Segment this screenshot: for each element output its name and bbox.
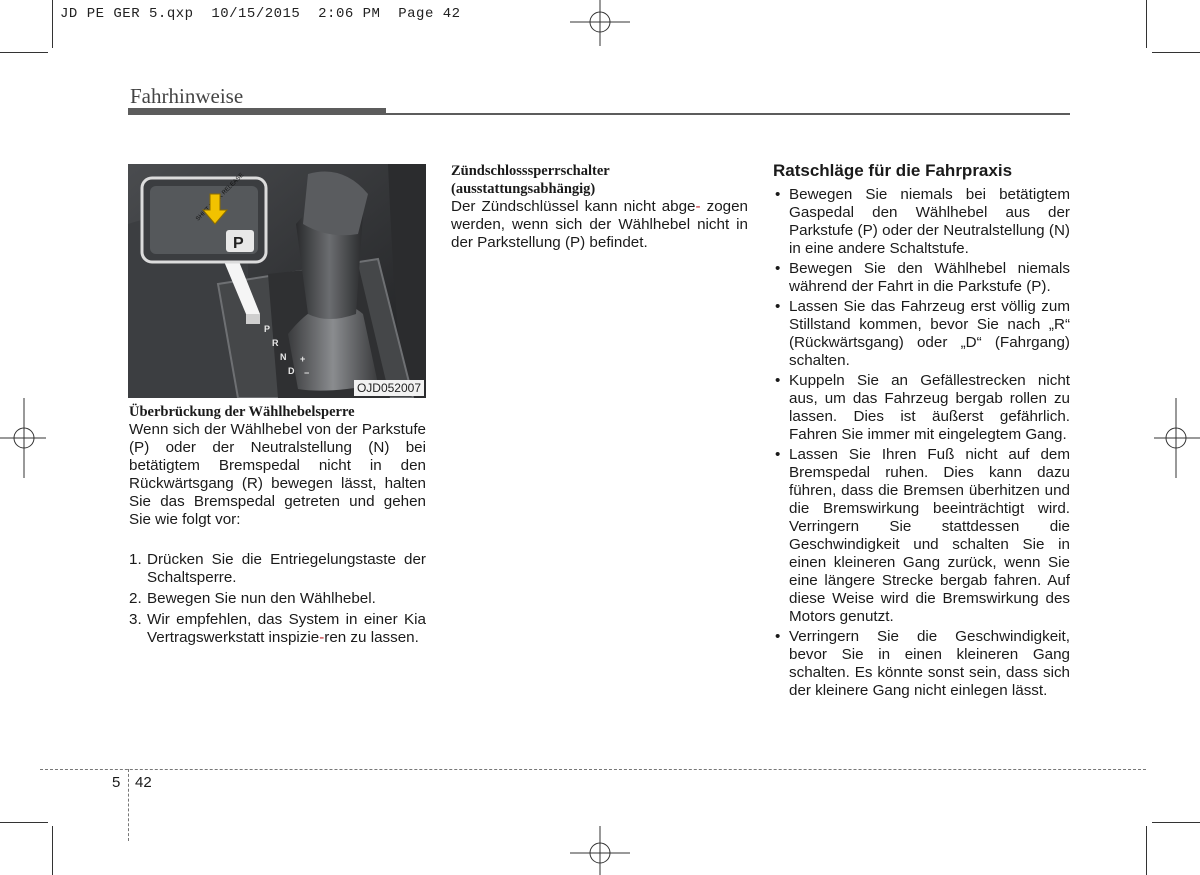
crop-mark-tr-v bbox=[1146, 0, 1147, 48]
step-number: 3. bbox=[129, 611, 142, 628]
procedure-steps bbox=[129, 551, 426, 647]
step-number: 2. bbox=[129, 590, 142, 607]
intro-paragraph: Wenn sich der Wählhebel von der Parkstufe (P) oder der Neutralstellung (N) bei betätigtem Bremspedal nicht in den Rückwärtsgang (R) bewegen lässt, halten Sie das Bremspedal getreten und gehen Sie wie folgt vor: bbox=[129, 421, 426, 528]
list-item: • Lassen Sie Ihren Fuß nicht auf dem Bremspedal ruhen. Dies kann dazu führen, dass die Bremsen überhitzen und die Bremswirkung beeinträchtigt wird. Verringern Sie stattdessen die Geschwindigkeit und schalten Sie in einen kleineren Gang zurück, wenn Sie eine längere Strecke bergab fahren. Auf diese Weise wird die Bremswirkung des Motors genutzt. bbox=[773, 446, 1070, 626]
callout-letter: P bbox=[233, 235, 244, 252]
gear-plus: + bbox=[300, 354, 306, 364]
registration-mark-bottom bbox=[570, 826, 630, 875]
gear-letter-r: R bbox=[272, 338, 279, 348]
registration-mark-right bbox=[1154, 398, 1200, 478]
step-text bbox=[147, 611, 426, 646]
heading-line: Zündschlosssperrschalter bbox=[451, 163, 610, 179]
list-item: • Bewegen Sie den Wählhebel niemals während der Fahrt in die Parkstufe (P). bbox=[773, 260, 1070, 296]
hyphen-mark: - bbox=[319, 629, 325, 646]
chapter-number: 5 bbox=[112, 774, 121, 791]
list-item bbox=[129, 551, 426, 587]
list-item bbox=[129, 611, 426, 647]
crop-mark-br-v bbox=[1146, 826, 1147, 875]
driving-tips-list bbox=[773, 186, 1070, 700]
footer-rule bbox=[40, 769, 1146, 770]
crop-mark-tl-h bbox=[0, 52, 48, 53]
heading-line: (ausstattungsabhängig) bbox=[451, 181, 596, 197]
list-item: • Kuppeln Sie an Gefällestrecken nicht aus, um das Fahrzeug bergab rollen zu lassen. Dies ist äußerst gefährlich. Fahren Sie immer mit eingelegtem Gang. bbox=[773, 372, 1070, 444]
gear-letter-p: P bbox=[264, 324, 271, 334]
section-heading-ignition-lock bbox=[451, 162, 748, 198]
right-column bbox=[773, 162, 1070, 702]
crop-mark-tr-h bbox=[1152, 52, 1200, 53]
hyphen-mark: - bbox=[695, 198, 701, 215]
print-slug: JD PE GER 5.qxp 10/15/2015 2:06 PM Page 42 bbox=[60, 6, 461, 22]
step-number: 1. bbox=[129, 551, 142, 568]
section-title: Fahrhinweise bbox=[130, 84, 244, 108]
paragraph-part: zogen werden, wenn sich der Wählhebel nicht in der Parkstellung (P) befindet. bbox=[451, 198, 748, 251]
list-item bbox=[129, 590, 426, 608]
middle-column bbox=[451, 162, 748, 252]
header-rule-thick bbox=[128, 108, 386, 115]
list-item: • Bewegen Sie niemals bei betätigtem Gaspedal den Wählhebel aus der Parkstufe (P) oder der Neutralstellung (N) in eine andere Schaltstufe. bbox=[773, 186, 1070, 258]
step-text: Bewegen Sie nun den Wählhebel. bbox=[147, 590, 376, 607]
gear-letter-n: N bbox=[280, 352, 287, 362]
step-text-part: Wir empfehlen, das System in einer Kia Vertragswerkstatt inspizie bbox=[147, 611, 426, 646]
section-heading-override: Überbrückung der Wählhebelsperre bbox=[129, 404, 355, 420]
left-column bbox=[129, 403, 426, 650]
gear-shift-figure bbox=[128, 164, 426, 398]
crop-mark-tl-v bbox=[52, 0, 53, 48]
shift-lock-text: SHIFT RELEASE bbox=[195, 172, 246, 223]
gear-shift-illustration bbox=[128, 164, 426, 398]
list-item: • Lassen Sie das Fahrzeug erst völlig zum Stillstand kommen, bevor Sie nach „R“ (Rückwärtsgang) oder „D“ (Fahrgang) schalten. bbox=[773, 298, 1070, 370]
step-text: Drücken Sie die Entriegelungstaste der Schaltsperre. bbox=[147, 551, 426, 586]
ignition-paragraph bbox=[451, 198, 748, 252]
crop-mark-bl-v bbox=[52, 826, 53, 875]
footer-divider bbox=[128, 769, 129, 841]
crop-mark-br-h bbox=[1152, 822, 1200, 823]
section-heading-driving-tips: Ratschläge für die Fahrpraxis bbox=[773, 161, 1013, 180]
header-rule-thin bbox=[386, 113, 1070, 115]
shift-lock-release-slot bbox=[246, 314, 260, 324]
step-text-part: ren zu lassen. bbox=[324, 629, 419, 646]
registration-mark-top bbox=[570, 0, 630, 46]
registration-mark-left bbox=[0, 398, 46, 478]
list-item: • Verringern Sie die Geschwindigkeit, bevor Sie in einen kleineren Gang schalten. Es könnte sonst sein, dass sich der kleinere Gang nicht einlegen lässt. bbox=[773, 628, 1070, 700]
gear-minus: − bbox=[304, 368, 310, 378]
figure-code: OJD052007 bbox=[354, 380, 424, 396]
crop-mark-bl-h bbox=[0, 822, 48, 823]
gear-letter-d: D bbox=[288, 366, 295, 376]
page-number: 42 bbox=[135, 774, 152, 791]
paragraph-part: Der Zündschlüssel kann nicht abge bbox=[451, 198, 696, 215]
